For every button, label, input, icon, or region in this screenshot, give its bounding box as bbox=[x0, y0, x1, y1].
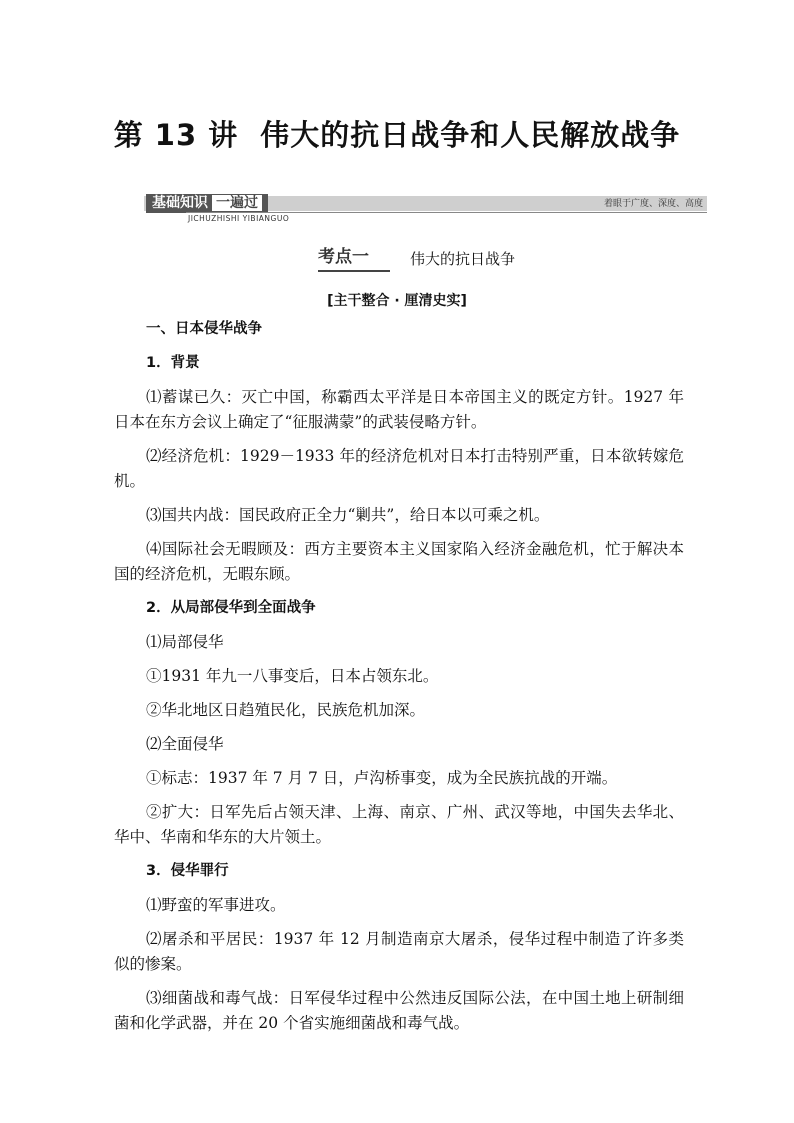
paragraph: ⑶国共内战：国民政府正全力“剿共”，给日本以可乘之机。 bbox=[146, 506, 550, 524]
banner-right-note: 着眼于广度、深度、高度 bbox=[603, 199, 703, 209]
section-heading: 一、日本侵华战争 bbox=[146, 321, 262, 337]
section-banner bbox=[144, 194, 707, 228]
body-text bbox=[114, 317, 684, 1045]
section-heading: 1．背景 bbox=[146, 355, 200, 371]
section-subtitle: [主干整合 · 厘清史实] bbox=[327, 293, 467, 309]
banner-tag-text: 基础知识 bbox=[152, 195, 208, 211]
kaodian-title: 伟大的抗日战争 bbox=[410, 250, 516, 268]
section-heading: 3．侵华罪行 bbox=[146, 863, 229, 879]
banner-pinyin: JICHUZHISHI YIBIANGUO bbox=[188, 214, 290, 223]
paragraph: ②扩大：日军先后占领天津、上海、南京、广州、武汉等地，中国失去华北、华中、华南和华东的大片领土。 bbox=[114, 803, 684, 846]
kaodian-label: 考点一 bbox=[318, 244, 390, 272]
banner-underline bbox=[186, 212, 707, 213]
paragraph: ⑶细菌战和毒气战：日军侵华过程中公然违反国际公法，在中国土地上研制细菌和化学武器，并在 20 个省实施细菌战和毒气战。 bbox=[114, 989, 684, 1032]
banner-tag bbox=[146, 194, 268, 213]
paragraph: ①1931 年九一八事变后，日本占领东北。 bbox=[146, 667, 439, 685]
paragraph: ①标志：1937 年 7 月 7 日，卢沟桥事变，成为全民族抗战的开端。 bbox=[146, 769, 618, 787]
section-heading: 2．从局部侵华到全面战争 bbox=[146, 600, 316, 616]
paragraph: ⑵经济危机：1929－1933 年的经济危机对日本打击特别严重，日本欲转嫁危机。 bbox=[114, 447, 684, 490]
paragraph: ⑵屠杀和平居民：1937 年 12 月制造南京大屠杀，侵华过程中制造了许多类似的惨案。 bbox=[114, 930, 684, 973]
paragraph: ⑴蓄谋已久：灭亡中国，称霸西太平洋是日本帝国主义的既定方针。1927 年日本在东方会议上确定了“征服满蒙”的武装侵略方针。 bbox=[114, 388, 684, 431]
paragraph: ⑵全面侵华 bbox=[146, 735, 224, 753]
paragraph: ②华北地区日趋殖民化，民族危机加深。 bbox=[146, 701, 426, 719]
lesson-title: 伟大的抗日战争和人民解放战争 bbox=[260, 118, 681, 152]
paragraph: ⑴野蛮的军事进攻。 bbox=[146, 896, 286, 914]
lesson-number: 第 13 讲 bbox=[113, 118, 239, 152]
paragraph: ⑷国际社会无暇顾及：西方主要资本主义国家陷入经济金融危机，忙于解决本国的经济危机，无暇东顾。 bbox=[114, 540, 684, 583]
paragraph: ⑴局部侵华 bbox=[146, 633, 224, 651]
page-title bbox=[0, 113, 794, 154]
kaodian-heading bbox=[318, 244, 558, 274]
banner-tag-highlight: 一遍过 bbox=[212, 195, 262, 211]
